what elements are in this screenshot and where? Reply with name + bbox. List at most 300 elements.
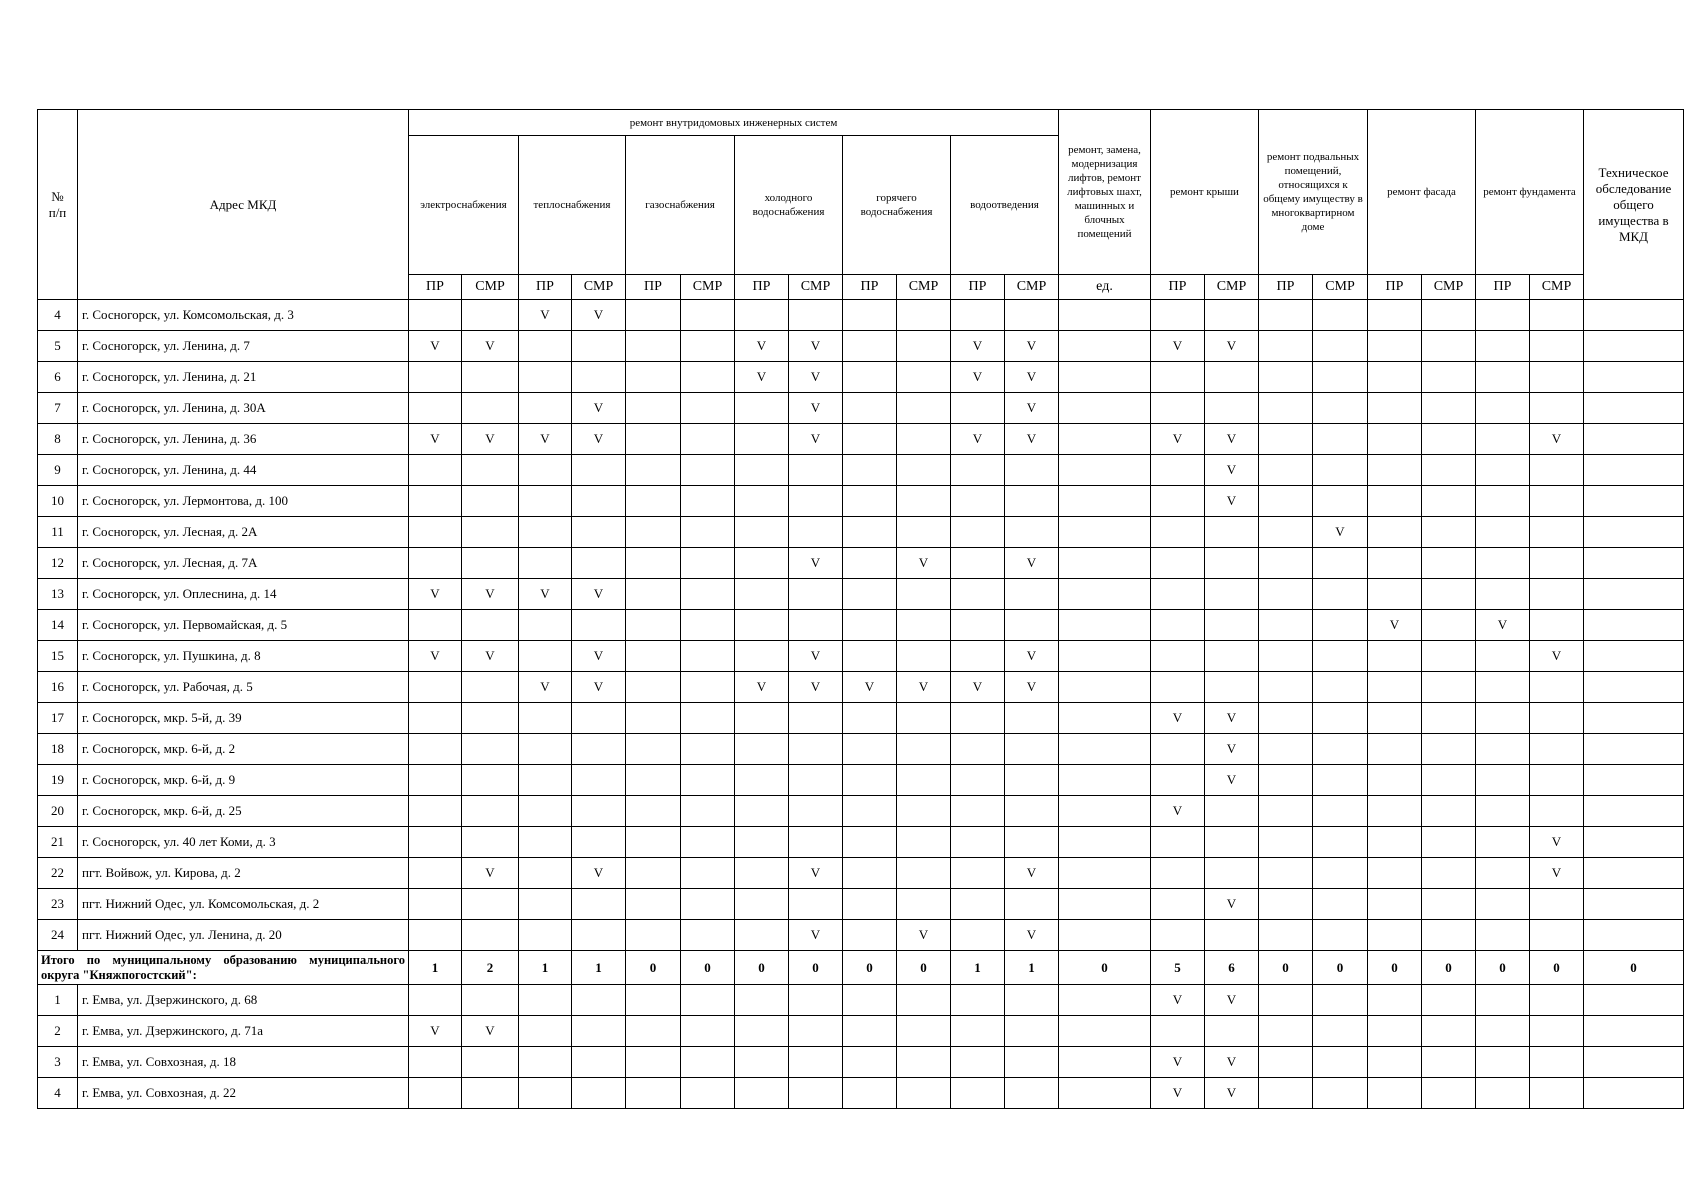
work-mark-cell: V xyxy=(1005,858,1059,889)
empty-cell xyxy=(843,300,897,331)
header-gas xyxy=(626,136,735,275)
empty-cell xyxy=(789,985,843,1016)
header-hot-water xyxy=(843,136,951,275)
empty-cell xyxy=(1005,455,1059,486)
empty-cell xyxy=(1476,1016,1530,1047)
empty-cell xyxy=(626,796,681,827)
empty-cell xyxy=(1584,672,1684,703)
row-number: 14 xyxy=(38,610,78,641)
empty-cell xyxy=(681,455,735,486)
empty-cell xyxy=(843,424,897,455)
subheader-label: СМР xyxy=(1433,279,1464,294)
empty-cell xyxy=(626,920,681,951)
empty-cell xyxy=(1422,548,1476,579)
header-cold-water-label: холодного водоснабжения xyxy=(752,192,825,218)
empty-cell xyxy=(1476,517,1530,548)
row-address: г. Сосногорск, ул. Рабочая, д. 5 xyxy=(78,672,409,703)
subheader-label: ПР xyxy=(860,279,879,294)
empty-cell xyxy=(462,734,519,765)
empty-cell xyxy=(462,486,519,517)
empty-cell xyxy=(1476,362,1530,393)
work-mark-cell: V xyxy=(897,920,951,951)
empty-cell xyxy=(951,734,1005,765)
work-mark-cell: V xyxy=(951,672,1005,703)
subheader-pr-10 xyxy=(951,275,1005,300)
work-mark-cell: V xyxy=(1005,641,1059,672)
empty-cell xyxy=(626,1047,681,1078)
empty-cell xyxy=(626,579,681,610)
empty-cell xyxy=(843,455,897,486)
subheader-smr-1 xyxy=(462,275,519,300)
subheader-pr-17 xyxy=(1368,275,1422,300)
empty-cell xyxy=(519,734,572,765)
empty-cell xyxy=(1205,517,1259,548)
work-mark-cell: V xyxy=(462,331,519,362)
empty-cell xyxy=(572,827,626,858)
empty-cell xyxy=(1530,393,1584,424)
empty-cell xyxy=(572,889,626,920)
empty-cell xyxy=(1476,641,1530,672)
table-row xyxy=(38,1078,1684,1109)
work-mark-cell: V xyxy=(1476,610,1530,641)
empty-cell xyxy=(681,889,735,920)
empty-cell xyxy=(519,827,572,858)
empty-cell xyxy=(1584,734,1684,765)
work-mark-cell: V xyxy=(462,579,519,610)
empty-cell xyxy=(1476,548,1530,579)
empty-cell xyxy=(462,362,519,393)
empty-cell xyxy=(519,1016,572,1047)
empty-cell xyxy=(1205,610,1259,641)
empty-cell xyxy=(519,610,572,641)
header-address-label: Адрес МКД xyxy=(209,196,277,212)
empty-cell xyxy=(789,610,843,641)
empty-cell xyxy=(1259,985,1313,1016)
total-value: 0 xyxy=(1530,951,1584,985)
empty-cell xyxy=(1368,393,1422,424)
subheader-pr-0 xyxy=(409,275,462,300)
empty-cell xyxy=(1151,889,1205,920)
empty-cell xyxy=(519,455,572,486)
empty-cell xyxy=(1059,331,1151,362)
work-mark-cell: V xyxy=(519,579,572,610)
empty-cell xyxy=(1368,579,1422,610)
empty-cell xyxy=(572,796,626,827)
row-number: 6 xyxy=(38,362,78,393)
empty-cell xyxy=(1313,455,1368,486)
work-mark-cell: V xyxy=(1205,455,1259,486)
empty-cell xyxy=(409,796,462,827)
subheader-label: СМР xyxy=(1541,279,1572,294)
empty-cell xyxy=(1313,1016,1368,1047)
work-mark-cell: V xyxy=(462,1016,519,1047)
empty-cell xyxy=(1259,1078,1313,1109)
empty-cell xyxy=(1422,703,1476,734)
empty-cell xyxy=(1368,1047,1422,1078)
work-mark-cell: V xyxy=(1005,672,1059,703)
empty-cell xyxy=(1422,486,1476,517)
empty-cell xyxy=(897,985,951,1016)
header-num xyxy=(38,110,78,300)
empty-cell xyxy=(735,1016,789,1047)
empty-cell xyxy=(1530,362,1584,393)
empty-cell xyxy=(1584,641,1684,672)
empty-cell xyxy=(462,455,519,486)
empty-cell xyxy=(1151,486,1205,517)
header-drainage-label: водоотведения xyxy=(970,199,1039,211)
total-value: 5 xyxy=(1151,951,1205,985)
empty-cell xyxy=(1259,300,1313,331)
empty-cell xyxy=(409,858,462,889)
work-mark-cell: V xyxy=(789,641,843,672)
empty-cell xyxy=(1205,641,1259,672)
header-foundation-label: ремонт фундамента xyxy=(1483,186,1576,198)
empty-cell xyxy=(1151,641,1205,672)
row-address: г. Сосногорск, ул. Ленина, д. 30А xyxy=(78,393,409,424)
empty-cell xyxy=(1259,858,1313,889)
empty-cell xyxy=(843,1016,897,1047)
empty-cell xyxy=(572,331,626,362)
work-mark-cell: V xyxy=(1005,362,1059,393)
empty-cell xyxy=(789,1078,843,1109)
empty-cell xyxy=(1205,858,1259,889)
empty-cell xyxy=(1313,796,1368,827)
empty-cell xyxy=(626,331,681,362)
empty-cell xyxy=(1476,985,1530,1016)
empty-cell xyxy=(843,889,897,920)
empty-cell xyxy=(1584,1047,1684,1078)
empty-cell xyxy=(1151,858,1205,889)
empty-cell xyxy=(1476,1078,1530,1109)
empty-cell xyxy=(1205,579,1259,610)
empty-cell xyxy=(1422,734,1476,765)
empty-cell xyxy=(1584,765,1684,796)
empty-cell xyxy=(1368,734,1422,765)
empty-cell xyxy=(1530,672,1584,703)
empty-cell xyxy=(1313,672,1368,703)
work-mark-cell: V xyxy=(572,672,626,703)
empty-cell xyxy=(572,1016,626,1047)
empty-cell xyxy=(681,362,735,393)
subheader-label: СМР xyxy=(475,279,505,294)
empty-cell xyxy=(951,765,1005,796)
empty-cell xyxy=(789,1047,843,1078)
empty-cell xyxy=(626,672,681,703)
empty-cell xyxy=(843,1047,897,1078)
empty-cell xyxy=(897,579,951,610)
work-mark-cell: V xyxy=(951,424,1005,455)
work-mark-cell: V xyxy=(1368,610,1422,641)
empty-cell xyxy=(409,1047,462,1078)
subheader-label: ПР xyxy=(1493,279,1512,294)
work-mark-cell: V xyxy=(409,579,462,610)
work-mark-cell: V xyxy=(1205,486,1259,517)
empty-cell xyxy=(735,827,789,858)
empty-cell xyxy=(951,641,1005,672)
empty-cell xyxy=(1476,796,1530,827)
empty-cell xyxy=(519,920,572,951)
work-mark-cell: V xyxy=(409,641,462,672)
empty-cell xyxy=(1368,517,1422,548)
empty-cell xyxy=(1422,610,1476,641)
empty-cell xyxy=(897,703,951,734)
subheader-pr-2 xyxy=(519,275,572,300)
empty-cell xyxy=(626,1078,681,1109)
empty-cell xyxy=(1422,579,1476,610)
empty-cell xyxy=(951,548,1005,579)
empty-cell xyxy=(462,796,519,827)
empty-cell xyxy=(1059,672,1151,703)
work-mark-cell: V xyxy=(1151,703,1205,734)
empty-cell xyxy=(897,641,951,672)
empty-cell xyxy=(735,393,789,424)
empty-cell xyxy=(409,486,462,517)
row-address: г. Сосногорск, ул. Первомайская, д. 5 xyxy=(78,610,409,641)
empty-cell xyxy=(681,765,735,796)
empty-cell xyxy=(572,455,626,486)
table-row xyxy=(38,985,1684,1016)
empty-cell xyxy=(462,548,519,579)
work-mark-cell: V xyxy=(1151,796,1205,827)
empty-cell xyxy=(1422,765,1476,796)
empty-cell xyxy=(897,455,951,486)
empty-cell xyxy=(1368,703,1422,734)
row-address: г. Сосногорск, ул. Ленина, д. 36 xyxy=(78,424,409,455)
work-mark-cell: V xyxy=(1151,424,1205,455)
subheader-label: ПР xyxy=(1385,279,1404,294)
empty-cell xyxy=(897,610,951,641)
empty-cell xyxy=(1368,920,1422,951)
header-lifts-label: ремонт, замена, модернизация лифтов, ремонт лифтовых шахт, машинных и блочных помещений xyxy=(1067,144,1142,240)
empty-cell xyxy=(735,734,789,765)
empty-cell xyxy=(735,610,789,641)
empty-cell xyxy=(735,517,789,548)
empty-cell xyxy=(1313,985,1368,1016)
row-number: 9 xyxy=(38,455,78,486)
subheader-smr-3 xyxy=(572,275,626,300)
work-mark-cell: V xyxy=(735,362,789,393)
empty-cell xyxy=(1313,641,1368,672)
empty-cell xyxy=(1259,734,1313,765)
row-number: 15 xyxy=(38,641,78,672)
work-mark-cell: V xyxy=(1205,889,1259,920)
empty-cell xyxy=(1368,796,1422,827)
work-mark-cell: V xyxy=(1530,858,1584,889)
total-row xyxy=(38,951,1684,985)
empty-cell xyxy=(1059,517,1151,548)
header-electro xyxy=(409,136,519,275)
empty-cell xyxy=(681,920,735,951)
empty-cell xyxy=(626,455,681,486)
empty-cell xyxy=(735,300,789,331)
work-mark-cell: V xyxy=(951,362,1005,393)
row-number: 1 xyxy=(38,985,78,1016)
empty-cell xyxy=(1205,393,1259,424)
table-row xyxy=(38,641,1684,672)
empty-cell xyxy=(951,985,1005,1016)
empty-cell xyxy=(626,548,681,579)
empty-cell xyxy=(1259,920,1313,951)
subheader-label: СМР xyxy=(692,279,723,294)
table-row xyxy=(38,827,1684,858)
empty-cell xyxy=(735,1047,789,1078)
empty-cell xyxy=(897,1078,951,1109)
empty-cell xyxy=(1530,889,1584,920)
empty-cell xyxy=(1059,920,1151,951)
empty-cell xyxy=(735,858,789,889)
work-mark-cell: V xyxy=(789,672,843,703)
empty-cell xyxy=(897,393,951,424)
empty-cell xyxy=(897,734,951,765)
header-basement-label: ремонт подвальных помещений, относящихся к общему имуществу в многоквартирном доме xyxy=(1263,151,1363,233)
empty-cell xyxy=(1259,796,1313,827)
header-heat xyxy=(519,136,626,275)
empty-cell xyxy=(1005,827,1059,858)
empty-cell xyxy=(1530,920,1584,951)
empty-cell xyxy=(1422,858,1476,889)
empty-cell xyxy=(789,300,843,331)
empty-cell xyxy=(789,703,843,734)
row-number: 11 xyxy=(38,517,78,548)
empty-cell xyxy=(789,1016,843,1047)
row-number: 24 xyxy=(38,920,78,951)
empty-cell xyxy=(897,300,951,331)
empty-cell xyxy=(681,610,735,641)
subheader-label: ПР xyxy=(752,279,771,294)
empty-cell xyxy=(1422,1078,1476,1109)
empty-cell xyxy=(897,362,951,393)
work-mark-cell: V xyxy=(789,393,843,424)
empty-cell xyxy=(843,486,897,517)
table-row xyxy=(38,579,1684,610)
total-value: 0 xyxy=(843,951,897,985)
empty-cell xyxy=(681,734,735,765)
empty-cell xyxy=(1368,985,1422,1016)
empty-cell xyxy=(789,517,843,548)
work-mark-cell: V xyxy=(1530,641,1584,672)
empty-cell xyxy=(897,1047,951,1078)
row-number: 8 xyxy=(38,424,78,455)
header-inspection xyxy=(1584,110,1684,300)
empty-cell xyxy=(735,424,789,455)
row-address: г. Сосногорск, мкр. 6-й, д. 2 xyxy=(78,734,409,765)
row-number: 23 xyxy=(38,889,78,920)
empty-cell xyxy=(1476,889,1530,920)
empty-cell xyxy=(409,703,462,734)
work-mark-cell: V xyxy=(735,672,789,703)
total-value: 6 xyxy=(1205,951,1259,985)
empty-cell xyxy=(951,1016,1005,1047)
empty-cell xyxy=(1476,703,1530,734)
empty-cell xyxy=(572,765,626,796)
table-row xyxy=(38,765,1684,796)
empty-cell xyxy=(409,985,462,1016)
empty-cell xyxy=(681,1047,735,1078)
empty-cell xyxy=(843,920,897,951)
subheader-label: ПР xyxy=(1276,279,1295,294)
subheader-label: СМР xyxy=(1216,279,1247,294)
empty-cell xyxy=(897,765,951,796)
table-row xyxy=(38,331,1684,362)
empty-cell xyxy=(1368,331,1422,362)
empty-cell xyxy=(1205,920,1259,951)
subheader-label: ПР xyxy=(968,279,987,294)
empty-cell xyxy=(1059,362,1151,393)
empty-cell xyxy=(1313,765,1368,796)
empty-cell xyxy=(1476,827,1530,858)
subheader-pr-8 xyxy=(843,275,897,300)
empty-cell xyxy=(626,858,681,889)
empty-cell xyxy=(789,486,843,517)
work-mark-cell: V xyxy=(789,920,843,951)
empty-cell xyxy=(626,734,681,765)
empty-cell xyxy=(951,858,1005,889)
header-hot-water-label: горячего водоснабжения xyxy=(860,192,933,218)
empty-cell xyxy=(572,985,626,1016)
empty-cell xyxy=(1205,548,1259,579)
empty-cell xyxy=(1059,889,1151,920)
empty-cell xyxy=(519,1047,572,1078)
empty-cell xyxy=(626,889,681,920)
capital-repair-table-sheet xyxy=(37,109,1684,1109)
work-mark-cell: V xyxy=(1205,1047,1259,1078)
empty-cell xyxy=(1151,734,1205,765)
empty-cell xyxy=(1584,796,1684,827)
row-address: пгт. Нижний Одес, ул. Ленина, д. 20 xyxy=(78,920,409,951)
empty-cell xyxy=(519,889,572,920)
work-mark-cell: V xyxy=(409,331,462,362)
empty-cell xyxy=(519,1078,572,1109)
row-number: 4 xyxy=(38,1078,78,1109)
subheader-label: ед. xyxy=(1096,279,1113,294)
empty-cell xyxy=(1313,548,1368,579)
empty-cell xyxy=(1005,517,1059,548)
empty-cell xyxy=(519,393,572,424)
empty-cell xyxy=(681,1078,735,1109)
work-mark-cell: V xyxy=(572,300,626,331)
empty-cell xyxy=(519,858,572,889)
empty-cell xyxy=(789,765,843,796)
empty-cell xyxy=(735,920,789,951)
empty-cell xyxy=(1313,300,1368,331)
empty-cell xyxy=(1151,579,1205,610)
empty-cell xyxy=(626,610,681,641)
empty-cell xyxy=(1259,424,1313,455)
empty-cell xyxy=(1259,548,1313,579)
empty-cell xyxy=(1059,858,1151,889)
empty-cell xyxy=(681,1016,735,1047)
row-number: 22 xyxy=(38,858,78,889)
table-row xyxy=(38,858,1684,889)
empty-cell xyxy=(626,300,681,331)
empty-cell xyxy=(1313,858,1368,889)
total-value: 0 xyxy=(1259,951,1313,985)
header-drainage xyxy=(951,136,1059,275)
header-gas-label: газоснабжения xyxy=(645,199,715,211)
table-row xyxy=(38,610,1684,641)
empty-cell xyxy=(1422,393,1476,424)
empty-cell xyxy=(1584,610,1684,641)
empty-cell xyxy=(462,765,519,796)
total-value: 0 xyxy=(1422,951,1476,985)
empty-cell xyxy=(519,548,572,579)
header-engineering-systems xyxy=(409,110,1059,136)
total-label: Итого по муниципальному образованию муниципального округа "Княжпогостский": xyxy=(38,951,409,985)
empty-cell xyxy=(1005,889,1059,920)
empty-cell xyxy=(626,1016,681,1047)
subheader-smr-16 xyxy=(1313,275,1368,300)
empty-cell xyxy=(951,920,1005,951)
